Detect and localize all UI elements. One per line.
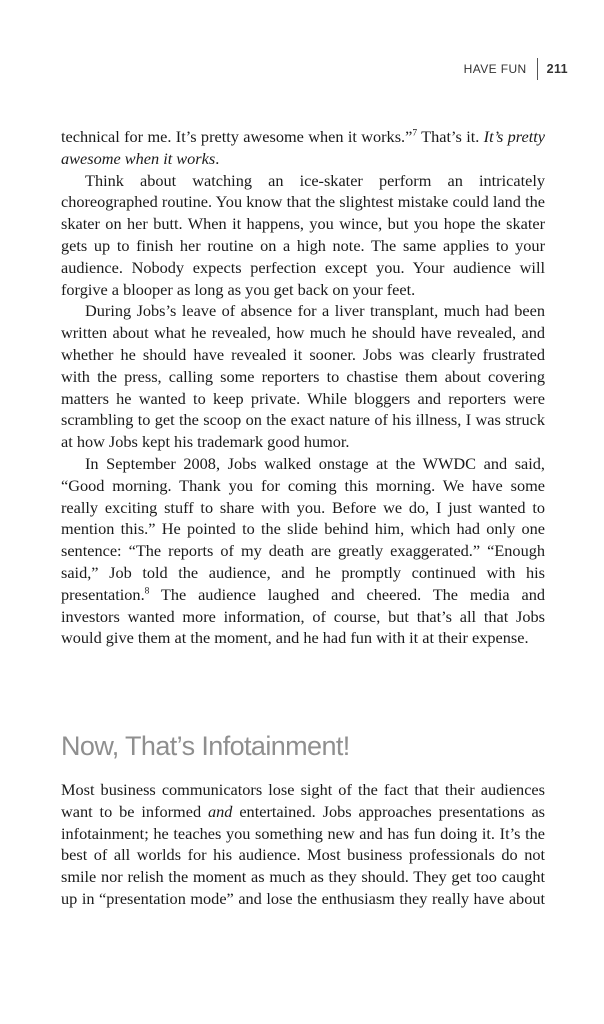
paragraph-wwdc-2008: [61, 453, 545, 649]
emphasis-text: It’s pretty awesome when it works: [61, 127, 546, 168]
footnote-marker: 7: [412, 128, 418, 139]
paragraph-text: That’s it.: [417, 127, 484, 146]
header-divider: [537, 58, 538, 80]
body-text: [61, 126, 545, 649]
chapter-title: HAVE FUN: [463, 62, 527, 76]
paragraph-continued: [61, 126, 545, 170]
paragraph-text: .: [215, 148, 220, 168]
paragraph-leave-of-absence: During Jobs’s leave of absence for a liver transplant, much had been written about what he revealed, how much he should have revealed, and whether he should have revealed it sooner. Jobs was clearly frustrated with the press, calling some reporters to chastise them about covering matters he wanted to keep private. While bloggers and reporters were scrambling to get the scoop on the exact nature of his illness, I was struck at how Jobs kept his trademark good humor.: [61, 301, 545, 452]
paragraph-text: entertained. Jobs approaches presentations as infotainment; he teaches you something new and has fun doing it. It’s the best of all worlds for his audience. Most business professionals do not smile nor relish the moment as much as they should. They get too caught up in “presentation mode” and lose the enthusiasm they really have about: [61, 801, 546, 908]
paragraph-text: In September 2008, Jobs walked onstage at the WWDC and said, “Good morning. Thank you for coming this morning. We have some really exciting stuff to share with you. Before we do, I just wanted to mention this.” He pointed to the slide behind him, which had only one sentence: “The reports of my death are greatly exaggerated.” “Enough said,” Job told the audience, and he promptly continued with his presentation.: [61, 453, 545, 604]
page-number: 211: [546, 62, 568, 76]
paragraph-text: The audience laughed and cheered. The media and investors wanted more information, of course, but that’s all that Jobs would give them at the moment, and he had fun with it at their expense.: [61, 584, 545, 648]
paragraph-ice-skater: Think about watching an ice-skater perform an intricately choreographed routine. You know that the slightest mistake could land the skater on her butt. When it happens, you wince, but you hope the skater gets up to finish her routine on a high note. The same applies to your audience. Nobody expects perfection except you. Your audience will forgive a blooper as long as you get back on your feet.: [61, 170, 545, 299]
running-head: [464, 58, 568, 80]
paragraph-text: Most business communicators lose sight of the fact that their audiences want to be informed: [61, 780, 545, 821]
paragraph-text: technical for me. It’s pretty awesome when it works.”: [61, 127, 413, 146]
section-heading: Now, That’s Infotainment!: [61, 731, 350, 761]
emphasis-text: and: [208, 801, 233, 821]
section-text: [61, 779, 545, 910]
paragraph-infotainment: [61, 779, 545, 910]
footnote-marker: 8: [144, 586, 150, 597]
